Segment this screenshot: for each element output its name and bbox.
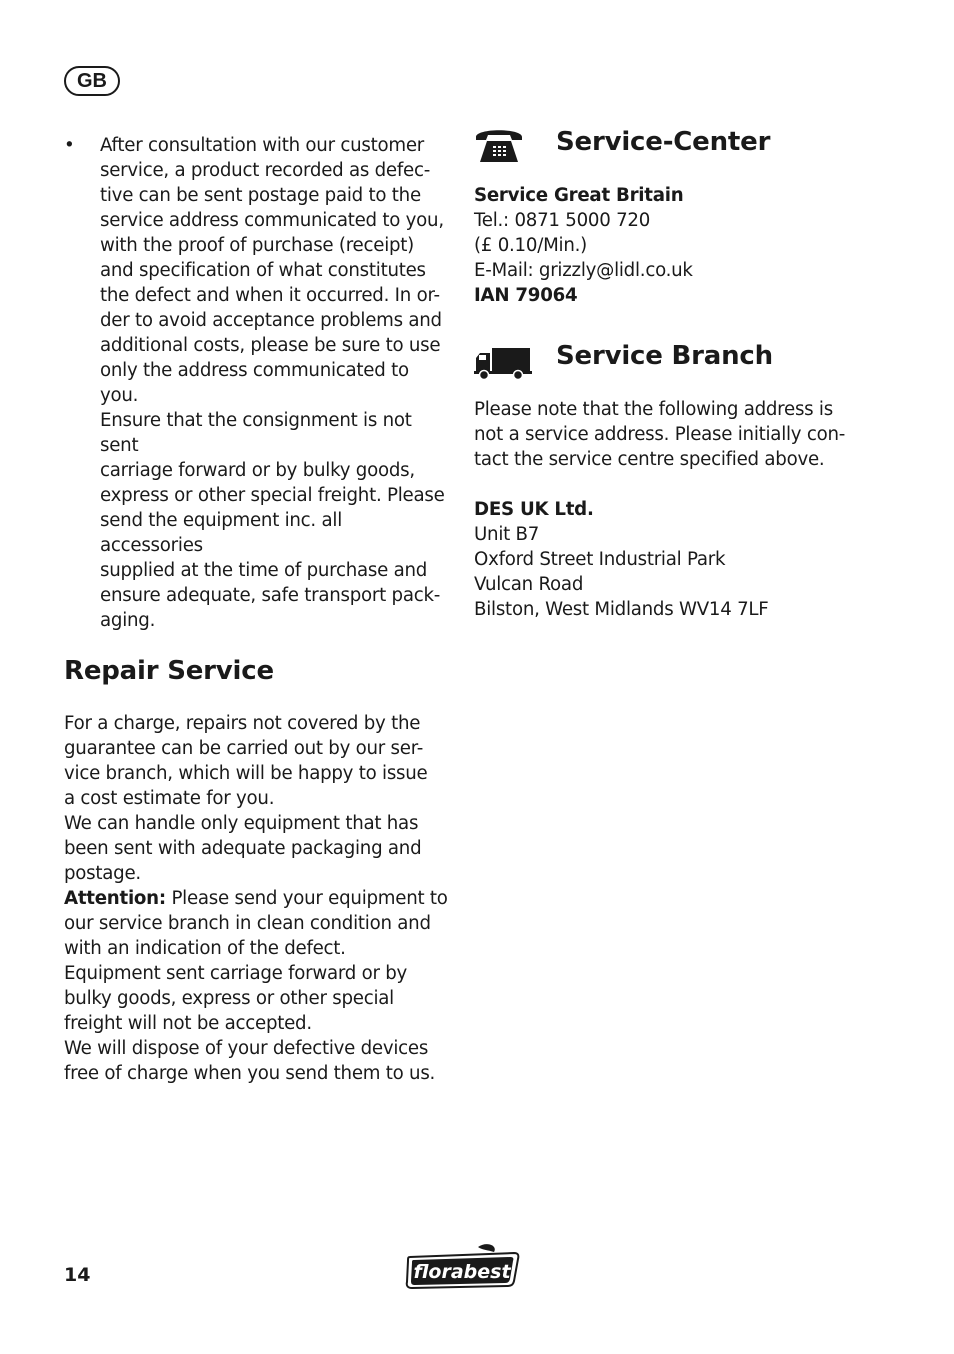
service-telephone: Tel.: 0871 5000 720 [474,210,651,231]
text-line: freight will not be accepted. [64,1013,312,1034]
svg-text:florabest: florabest [413,1261,511,1283]
text-line: Ensure that the consignment is not sent [100,410,412,456]
attention-line [64,886,448,911]
logo-image [404,1243,520,1289]
list-item [64,133,448,633]
text-line: with the proof of purchase (receipt) [100,235,415,256]
page-number: 14 [64,1264,91,1286]
text-line: the defect and when it occurred. In or- [100,285,440,306]
repair-service-text [64,711,448,1086]
bullet-dot: • [64,135,75,156]
text-line: guarantee can be carried out by our ser- [64,738,424,759]
text-line: aging. [100,610,156,631]
ian-number: IAN 79064 [474,285,578,306]
text-line: service, a product recorded as defec- [100,160,431,181]
text-line: tive can be sent postage paid to the [100,185,421,206]
service-branch-note [474,397,894,472]
service-branch-address [474,497,894,622]
text-line: service address communicated to you, [100,210,444,231]
text-line: carriage forward or by bulky goods, [100,460,415,481]
text-line: with an indication of the defect. [64,938,346,959]
text-line: been sent with adequate packaging and [64,838,422,859]
address-line: Bilston, West Midlands WV14 7LF [474,599,769,620]
service-rate: (£ 0.10/Min.) [474,235,587,256]
service-center-heading: Service-Center [556,127,771,157]
text-line: Equipment sent carriage forward or by [64,963,408,984]
text-line: and specification of what constitutes [100,260,426,281]
service-branch-header [474,334,894,384]
text-line: supplied at the time of purchase and [100,560,428,581]
text-line: a cost estimate for you. [64,788,275,809]
address-line: Oxford Street Industrial Park [474,549,726,570]
text-line: send the equipment inc. all accessories [100,510,342,556]
service-email: E-Mail: grizzly@lidl.co.uk [474,260,693,281]
truck-icon [474,346,532,384]
text-line: tact the service centre specified above. [474,449,825,470]
text-line: der to avoid acceptance problems and [100,310,442,331]
address-line: Unit B7 [474,524,540,545]
country-badge: GB [64,66,120,96]
service-center-details [474,183,894,308]
text-line: our service branch in clean condition and [64,913,431,934]
attention-label: Attention: [64,888,166,909]
service-branch-heading: Service Branch [556,341,773,371]
service-center-header [474,120,894,170]
text-line: Please note that the following address is [474,399,833,420]
left-column [64,133,448,1086]
text-line: only the address communicated to you. [100,360,409,406]
text-line: For a charge, repairs not covered by the [64,713,421,734]
text-line: After consultation with our customer [100,135,424,156]
text-line: vice branch, which will be happy to issue [64,763,428,784]
text-line: additional costs, please be sure to use [100,335,441,356]
text-line: We can handle only equipment that has [64,813,419,834]
text-line: free of charge when you send them to us. [64,1063,436,1084]
text-line: postage. [64,863,141,884]
text-line: bulky goods, express or other special [64,988,394,1009]
bullet-text [100,133,448,633]
telephone-icon [474,124,524,168]
repair-service-heading: Repair Service [64,656,274,686]
text-line: express or other special freight. Please [100,485,445,506]
text-line: ensure adequate, safe transport pack- [100,585,441,606]
florabest-logo [404,1243,520,1293]
attention-text: Please send your equipment to [165,888,448,909]
company-name: DES UK Ltd. [474,499,594,520]
text-line: not a service address. Please initially con- [474,424,846,445]
right-column [474,120,894,622]
address-line: Vulcan Road [474,574,584,595]
text-line: We will dispose of your defective devices [64,1038,429,1059]
service-region: Service Great Britain [474,185,684,206]
